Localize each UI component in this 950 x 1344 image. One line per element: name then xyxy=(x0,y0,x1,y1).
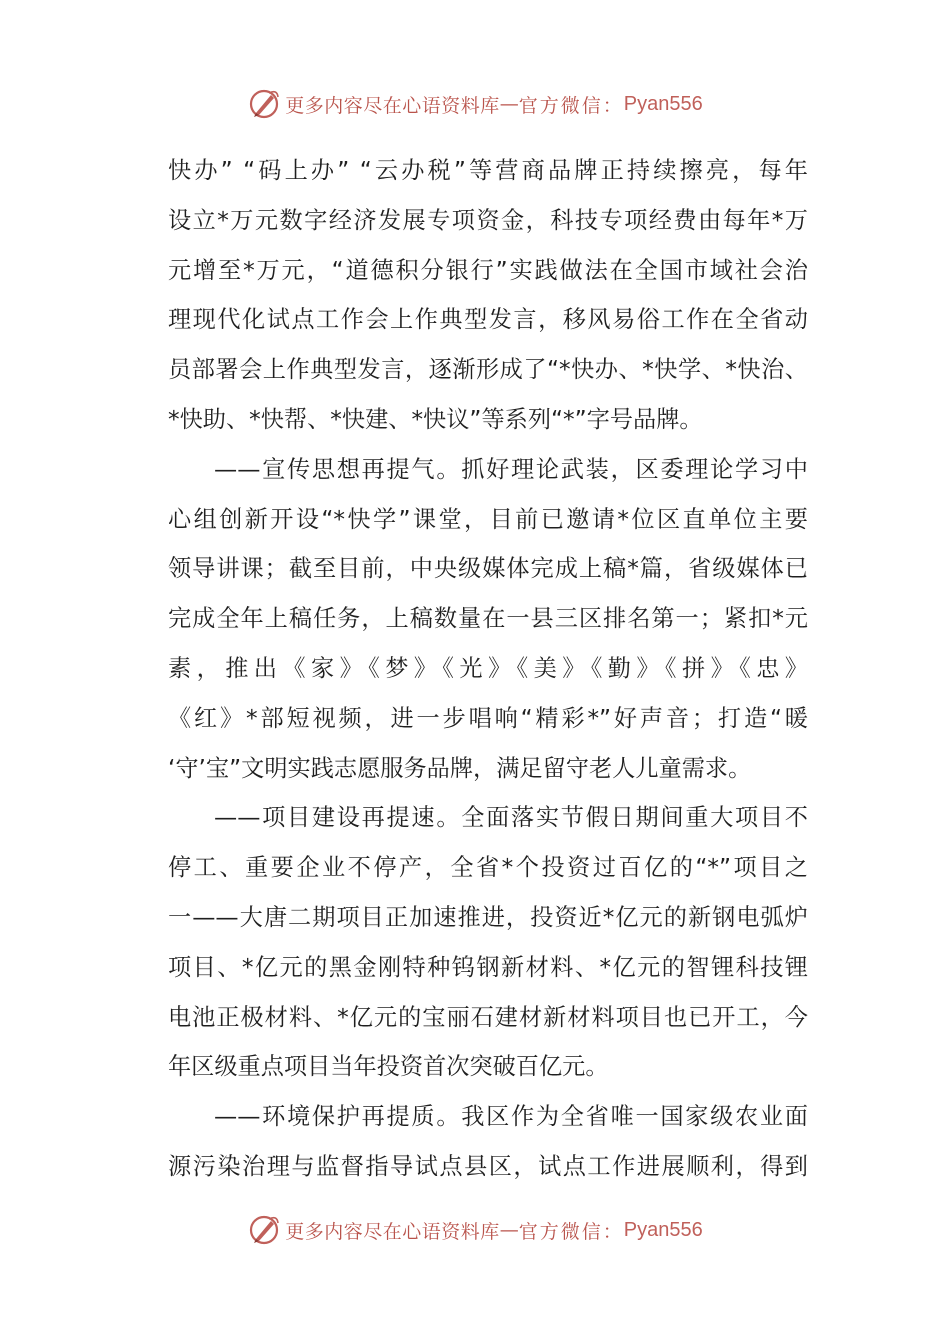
watermark-separator: — xyxy=(499,93,519,115)
watermark-label: 官方微信： xyxy=(518,1220,624,1243)
watermark-id: Pyan556 xyxy=(623,1218,703,1241)
text-line: 《红》*部短视频，进一步唱响“精彩*”好声音；打造“暖 xyxy=(168,704,808,732)
text-line: 快办” “码上办” “云办税”等营商品牌正持续擦亮，每年 xyxy=(168,157,808,184)
document-body xyxy=(168,146,808,1192)
watermark-separator: — xyxy=(499,1219,519,1241)
text-line: 元增至*万元，“道德积分银行”实践做法在全国市域社会治 xyxy=(168,256,808,284)
text-line: 设立*万元数字经济发展专项资金，科技专项经费由每年*万 xyxy=(168,206,808,234)
text-line: 素，推出《家》《梦》《光》《美》《勤》《拼》《忠》 xyxy=(168,654,808,682)
text-line: ‘守’宝”文明实践志愿服务品牌，满足留守老人儿童需求。 xyxy=(168,754,752,782)
text-line: 源污染治理与监督指导试点县区，试点工作进展顺利，得到 xyxy=(168,1152,808,1180)
text-line: 完成全年上稿任务，上稿数量在一县三区排名第一；紧扣*元 xyxy=(168,605,808,633)
paragraph-start-line: ——环境保护再提质。我区作为全省唯一国家级农业面 xyxy=(214,1103,808,1131)
text-line: 领导讲课；截至目前，中央级媒体完成上稿*篇，省级媒体已 xyxy=(168,555,808,583)
text-line: 项目、*亿元的黑金刚特种钨钢新材料、*亿元的智锂科技锂 xyxy=(168,953,808,981)
text-line: 理现代化试点工作会上作典型发言，移风易俗工作在全省动 xyxy=(168,306,808,334)
paragraph-start-line: ——宣传思想再提气。抓好理论武装，区委理论学习中 xyxy=(214,455,808,483)
text-line: 一——大唐二期项目正加速推进，投资近*亿元的新钢电弧炉 xyxy=(168,903,808,931)
text-line: 电池正极材料、*亿元的宝丽石建材新材料项目也已开工，今 xyxy=(168,1003,808,1031)
text-line: 员部署会上作典型发言，逐渐形成了“*快办、*快学、*快治、 xyxy=(168,356,808,384)
watermark-text: 更多内容尽在心语资料库 xyxy=(285,1220,500,1243)
pen-logo-icon xyxy=(247,1213,281,1247)
text-line: 停工、重要企业不停产，全省*个投资过百亿的“*”项目之 xyxy=(168,854,808,882)
footer-watermark xyxy=(0,1208,950,1252)
watermark-text: 更多内容尽在心语资料库 xyxy=(285,94,500,117)
paragraph-start-line: ——项目建设再提速。全面落实节假日期间重大项目不 xyxy=(214,804,808,832)
header-watermark xyxy=(0,82,950,126)
text-line: *快助、*快帮、*快建、*快议”等系列“*”字号品牌。 xyxy=(168,405,703,433)
watermark-id: Pyan556 xyxy=(623,92,703,115)
text-line: 心组创新开设“*快学”课堂，目前已邀请*位区直单位主要 xyxy=(168,505,808,533)
pen-logo-icon xyxy=(247,87,281,121)
text-line: 年区级重点项目当年投资首次突破百亿元。 xyxy=(168,1053,609,1081)
watermark-label: 官方微信： xyxy=(518,94,624,117)
